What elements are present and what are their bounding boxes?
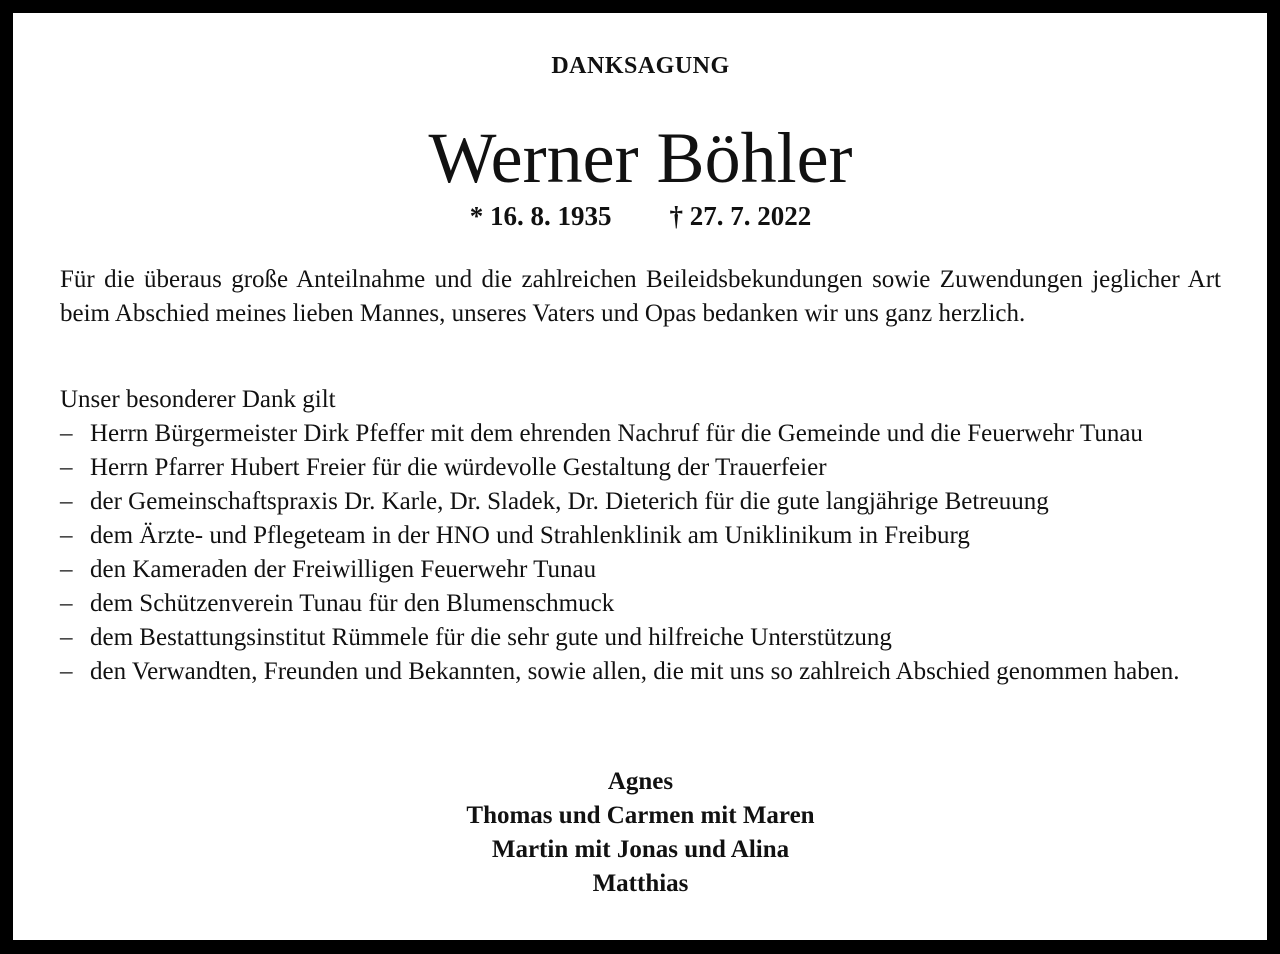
deceased-name: Werner Böhler [428, 118, 853, 198]
dash-bullet: – [60, 522, 73, 549]
dash-bullet: – [60, 590, 73, 617]
notice-heading: DANKSAGUNG [551, 53, 730, 79]
dash-bullet: – [60, 556, 73, 583]
thanks-list [60, 417, 1221, 689]
list-item [60, 553, 1221, 587]
notice-frame [13, 13, 1267, 940]
dash-bullet: – [60, 624, 73, 651]
signers-block [60, 765, 1221, 901]
thanks-lead: Unser besonderer Dank gilt [60, 386, 336, 413]
list-item-text: dem Ärzte- und Pflegeteam in der HNO und Strahlenklinik am Uniklinikum in Freiburg [90, 522, 970, 549]
dash-bullet: – [60, 454, 73, 481]
list-item [60, 587, 1221, 621]
intro-paragraph: Für die überaus große Anteilnahme und die zahlreichen Beileidsbekundungen sowie Zuwendungen jeglicher Art beim Abschied meines lieben Mannes, unseres Vaters und Opas bedanken wir uns ganz herzlich. [60, 266, 1221, 327]
list-item [60, 621, 1221, 655]
list-item [60, 485, 1221, 519]
list-item [60, 417, 1221, 451]
list-item-text: den Kameraden der Freiwilligen Feuerwehr Tunau [90, 556, 597, 583]
signer-line: Martin mit Jonas und Alina [491, 836, 790, 863]
list-item-text: Herrn Bürgermeister Dirk Pfeffer mit dem ehrenden Nachruf für die Gemeinde und die Feuerwehr Tunau [90, 420, 1143, 447]
birth-date: * 16. 8. 1935 [469, 201, 612, 231]
dash-bullet: – [60, 658, 73, 685]
signer-line: Thomas und Carmen mit Maren [466, 802, 815, 829]
life-dates [60, 201, 1221, 232]
list-item-text: dem Bestattungsinstitut Rümmele für die sehr gute und hilfreiche Unterstützung [90, 624, 892, 651]
list-item-text: der Gemeinschaftspraxis Dr. Karle, Dr. Sladek, Dr. Dieterich für die gute langjährige Betreuung [90, 488, 1049, 515]
list-item-text: den Verwandten, Freunden und Bekannten, sowie allen, die mit uns so zahlreich Abschied genommen haben. [90, 658, 1180, 685]
death-date: † 27. 7. 2022 [669, 201, 812, 231]
dash-bullet: – [60, 488, 73, 515]
list-item-text: Herrn Pfarrer Hubert Freier für die würdevolle Gestaltung der Trauerfeier [90, 454, 827, 481]
list-item-text: dem Schützenverein Tunau für den Blumenschmuck [90, 590, 615, 617]
dash-bullet: – [60, 420, 73, 447]
list-item [60, 451, 1221, 485]
signer-line: Agnes [607, 768, 674, 795]
list-item [60, 519, 1221, 553]
signer-line: Matthias [592, 870, 689, 897]
list-item [60, 655, 1221, 689]
